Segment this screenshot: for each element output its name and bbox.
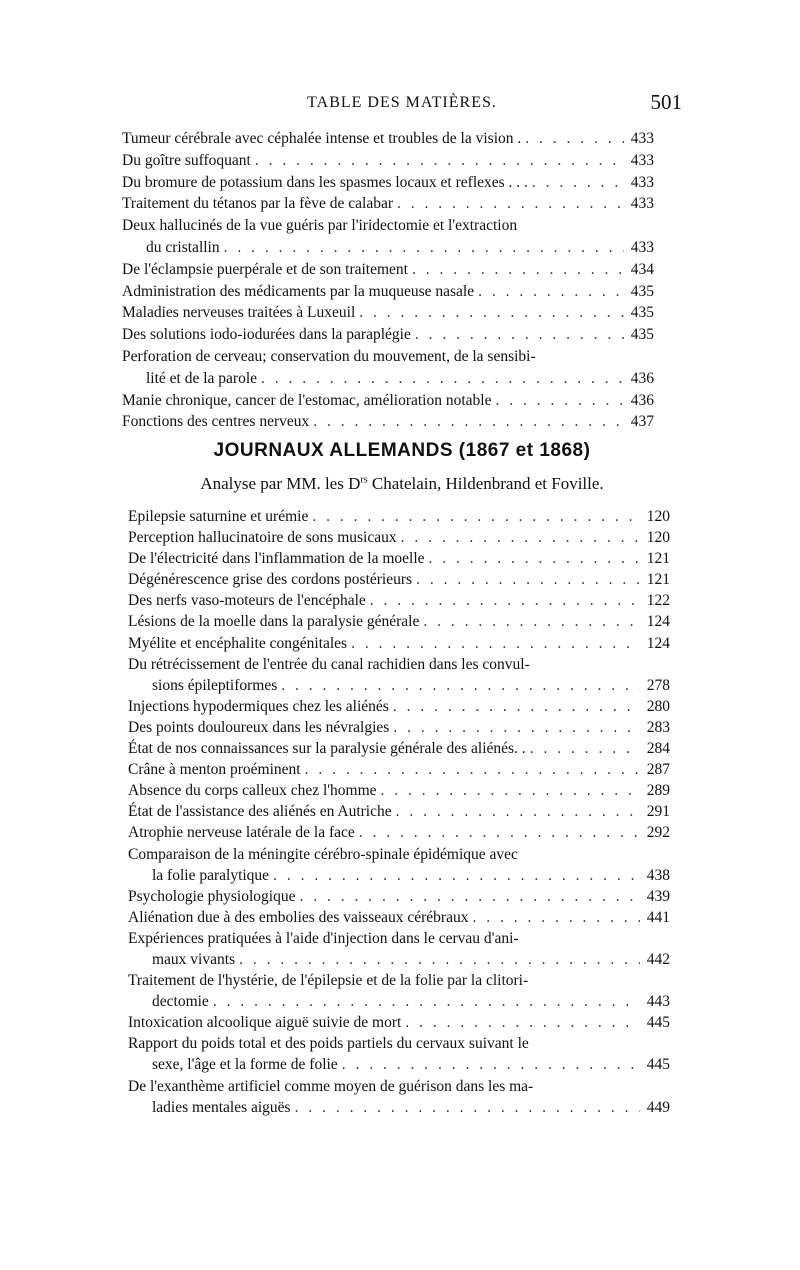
toc-entry-page: 438 xyxy=(646,866,670,884)
dot-leader xyxy=(312,506,640,527)
toc-entry-title: dectomie xyxy=(152,993,209,1011)
toc-entry xyxy=(128,1012,670,1033)
toc-entry xyxy=(128,569,670,590)
toc-entry-title: Comparaison de la méningite cérébro-spinale épidémique avec xyxy=(128,845,518,863)
dot-leader xyxy=(213,991,640,1012)
toc-entry-title: Traitement de l'hystérie, de l'épilepsie et de la folie par la clitori- xyxy=(128,972,529,990)
toc-entry-title: Dégénérescence grise des cordons postérieurs xyxy=(128,571,413,589)
toc-entry-title: Psychologie physiologique xyxy=(128,887,296,905)
toc-entry xyxy=(122,324,654,346)
dot-leader xyxy=(224,237,624,259)
toc-entry xyxy=(128,1076,670,1118)
toc-entry-title: État de nos connaissances sur la paralysie générale des aliénés. . xyxy=(128,740,526,758)
toc-entry-title: sexe, l'âge et la forme de folie xyxy=(152,1056,338,1074)
toc-entry-line xyxy=(128,696,670,717)
dot-leader xyxy=(351,633,640,654)
toc-entry-line xyxy=(128,675,670,696)
dot-leader xyxy=(342,1054,640,1075)
toc-entry-title: Absence du corps calleux chez l'homme xyxy=(128,782,377,800)
toc-entry-line xyxy=(122,215,654,237)
dot-leader xyxy=(255,150,624,172)
toc-entry xyxy=(128,759,670,780)
toc-entry xyxy=(128,886,670,907)
dot-leader xyxy=(478,281,624,303)
toc-entry-title: Administration des médicaments par la muqueuse nasale xyxy=(122,282,475,300)
toc-entry-title: Epilepsie saturnine et urémie xyxy=(128,508,309,525)
toc-entry-page: 443 xyxy=(646,993,670,1011)
dot-leader xyxy=(416,569,640,590)
toc-entry-title: Rapport du poids total et des poids partiels du cervaux suivant le xyxy=(128,1035,529,1053)
toc-entry-page: 442 xyxy=(646,950,670,968)
toc-entry-title: Expériences pratiquées à l'aide d'injection dans le cervau d'ani- xyxy=(128,929,519,947)
toc-entry-line xyxy=(128,907,670,928)
toc-entry-line xyxy=(122,150,654,172)
dot-leader xyxy=(381,780,640,801)
toc-entry-line xyxy=(128,865,670,886)
toc-entry xyxy=(128,844,670,886)
toc-entry-page: 433 xyxy=(630,195,654,213)
toc-entry-line xyxy=(122,259,654,281)
toc-entry-title: De l'exanthème artificiel comme moyen de guérison dans les ma- xyxy=(128,1077,534,1095)
toc-entry xyxy=(128,907,670,928)
dot-leader xyxy=(359,302,624,324)
toc-entry-line xyxy=(128,801,670,822)
toc-entry xyxy=(122,281,654,303)
toc-entry xyxy=(122,215,654,259)
toc-entry xyxy=(128,506,670,527)
toc-entry-title: Des solutions iodo-iodurées dans la paraplégie xyxy=(122,326,411,344)
toc-entry-line xyxy=(122,302,654,324)
toc-entry-line xyxy=(122,390,654,412)
toc-entry xyxy=(128,738,670,759)
toc-entry-page: 434 xyxy=(630,260,654,278)
toc-entry-line xyxy=(122,172,654,194)
toc-entry-title: Des points douloureux dans les névralgies xyxy=(128,718,390,736)
dot-leader xyxy=(397,193,624,215)
toc-entry-page: 441 xyxy=(646,908,670,926)
toc-entry xyxy=(122,128,654,150)
subtitle-authors: Chatelain, Hildenbrand et Foville. xyxy=(367,474,604,493)
toc-entry xyxy=(122,150,654,172)
dot-leader xyxy=(295,1097,640,1118)
dot-leader xyxy=(401,527,640,548)
toc-entry xyxy=(128,717,670,738)
toc-entry-page: 445 xyxy=(646,1014,670,1032)
toc-entry xyxy=(128,527,670,548)
dot-leader xyxy=(299,886,640,907)
toc-entry xyxy=(128,633,670,654)
dot-leader xyxy=(359,822,640,843)
toc-entry xyxy=(122,411,654,433)
toc-entry-page: 121 xyxy=(646,571,670,589)
toc-entry-page: 449 xyxy=(646,1098,670,1116)
toc-entry-line xyxy=(128,506,670,527)
toc-entry-title: De l'éclampsie puerpérale et de son traitement xyxy=(122,260,408,278)
toc-entry-line xyxy=(128,717,670,738)
toc-entry xyxy=(122,172,654,194)
toc-entry-title: Perforation de cerveau; conservation du mouvement, de la sensibi- xyxy=(122,347,536,365)
toc-entry-title: sions épileptiformes xyxy=(152,676,278,694)
toc-entry-line xyxy=(128,1097,670,1118)
toc-entry-title: Intoxication alcoolique aiguë suivie de mort xyxy=(128,1014,402,1032)
dot-leader xyxy=(370,590,640,611)
toc-entry xyxy=(122,259,654,281)
toc-entry-line xyxy=(128,991,670,1012)
section-heading: JOURNAUX ALLEMANDS (1867 et 1868) xyxy=(213,440,591,461)
toc-entry-line xyxy=(128,633,670,654)
dot-leader xyxy=(273,865,640,886)
toc-entry-title: Du goître suffoquant xyxy=(122,151,251,169)
toc-entries-french xyxy=(122,128,654,433)
dot-leader xyxy=(305,759,640,780)
toc-entry-title: Aliénation due à des embolies des vaisseaux cérébraux xyxy=(128,908,469,926)
toc-entry xyxy=(128,801,670,822)
toc-entry-page: 120 xyxy=(646,529,670,547)
toc-entry-page: 433 xyxy=(630,238,654,256)
toc-entry-page: 433 xyxy=(630,151,654,169)
toc-entry-title: ladies mentales aiguës xyxy=(152,1098,291,1116)
dot-leader xyxy=(495,390,624,412)
toc-entry xyxy=(128,780,670,801)
toc-entries-german xyxy=(128,506,670,1118)
toc-entry-page: 121 xyxy=(646,550,670,568)
toc-entry-line xyxy=(128,569,670,590)
toc-entry-page: 439 xyxy=(646,887,670,905)
toc-entry-line xyxy=(122,128,654,150)
toc-entry-line xyxy=(122,346,654,368)
dot-leader xyxy=(423,611,640,632)
subtitle-text: Analyse par MM. les D xyxy=(200,474,361,493)
toc-entry-line xyxy=(128,928,670,949)
toc-entry-title: État de l'assistance des aliénés en Autriche xyxy=(128,803,392,821)
toc-entry-page: 280 xyxy=(646,697,670,715)
dot-leader xyxy=(530,738,640,759)
toc-entry xyxy=(128,1033,670,1075)
toc-entry xyxy=(128,590,670,611)
toc-entry-title: Myélite et encéphalite congénitales xyxy=(128,634,348,652)
toc-entry-page: 437 xyxy=(630,413,654,431)
toc-entry-page: 278 xyxy=(646,676,670,694)
toc-entry-line xyxy=(122,193,654,215)
toc-entry xyxy=(122,390,654,412)
toc-entry-line xyxy=(122,324,654,346)
toc-entry xyxy=(128,611,670,632)
toc-entry-line xyxy=(128,780,670,801)
toc-entry-page: 435 xyxy=(630,304,654,322)
dot-leader xyxy=(525,128,624,150)
toc-entry-line xyxy=(122,368,654,390)
toc-entry-title: du cristallin xyxy=(146,238,220,256)
toc-entry-page: 122 xyxy=(646,592,670,610)
toc-entry-page: 120 xyxy=(646,508,670,525)
dot-leader xyxy=(281,675,640,696)
dot-leader xyxy=(405,1012,640,1033)
dot-leader xyxy=(532,172,624,194)
dot-leader xyxy=(429,548,640,569)
toc-entry-page: 124 xyxy=(646,613,670,631)
toc-entry-line xyxy=(128,970,670,991)
toc-entry-line xyxy=(128,654,670,675)
toc-entry xyxy=(122,302,654,324)
toc-entry-page: 291 xyxy=(646,803,670,821)
page-number: 501 xyxy=(650,90,682,114)
toc-entry-page: 124 xyxy=(646,634,670,652)
toc-entry-title: Lésions de la moelle dans la paralysie générale xyxy=(128,613,420,631)
toc-entry-page: 287 xyxy=(646,761,670,779)
toc-entry xyxy=(128,654,670,696)
dot-leader xyxy=(415,324,624,346)
dot-leader xyxy=(396,801,640,822)
toc-entry-page: 435 xyxy=(630,282,654,300)
toc-entry-page: 283 xyxy=(646,718,670,736)
toc-entry-title: Manie chronique, cancer de l'estomac, amélioration notable xyxy=(122,391,492,409)
toc-entry-page: 436 xyxy=(630,391,654,409)
dot-leader xyxy=(239,949,640,970)
dot-leader xyxy=(393,717,640,738)
toc-entry-line xyxy=(128,1012,670,1033)
toc-entry-title: Maladies nerveuses traitées à Luxeuil xyxy=(122,304,356,322)
toc-entry xyxy=(128,548,670,569)
toc-entry-title: Tumeur cérébrale avec céphalée intense et troubles de la vision . xyxy=(122,130,522,147)
toc-entry-title: De l'électricité dans l'inflammation de la moelle xyxy=(128,550,425,568)
toc-entry-page: 433 xyxy=(630,173,654,191)
toc-entry-line xyxy=(128,886,670,907)
subtitle-superscript: rs xyxy=(360,474,368,486)
toc-entry-line xyxy=(128,759,670,780)
toc-entry-line xyxy=(122,281,654,303)
toc-entry-page: 289 xyxy=(646,782,670,800)
dot-leader xyxy=(261,368,624,390)
toc-entry-title: Injections hypodermiques chez les aliénés xyxy=(128,697,389,715)
toc-entry-page: 436 xyxy=(630,369,654,387)
section-subtitle xyxy=(122,474,682,494)
toc-entry-title: Deux hallucinés de la vue guéris par l'iridectomie et l'extraction xyxy=(122,217,518,235)
toc-entry xyxy=(128,970,670,1012)
toc-entry-line xyxy=(122,237,654,259)
toc-entry-title: Atrophie nerveuse latérale de la face xyxy=(128,824,355,842)
toc-entry-line xyxy=(128,844,670,865)
toc-entry-title: Fonctions des centres nerveux xyxy=(122,413,310,431)
dot-leader xyxy=(412,259,624,281)
toc-entry xyxy=(122,193,654,215)
toc-entry-line xyxy=(128,1054,670,1075)
toc-entry-line xyxy=(128,949,670,970)
toc-entry-page: 433 xyxy=(630,130,654,147)
toc-entry-title: lité et de la parole xyxy=(146,369,258,387)
toc-entry-line xyxy=(128,738,670,759)
toc-entry-page: 284 xyxy=(646,740,670,758)
toc-entry-page: 292 xyxy=(646,824,670,842)
toc-entry-title: Du bromure de potassium dans les spasmes locaux et reflexes . . . xyxy=(122,173,528,191)
toc-entry-line xyxy=(128,611,670,632)
toc-entry-line xyxy=(122,411,654,433)
toc-entry-title: Traitement du tétanos par la fève de calabar xyxy=(122,195,393,213)
dot-leader xyxy=(313,411,624,433)
running-head xyxy=(122,90,682,116)
toc-entry-page: 435 xyxy=(630,326,654,344)
toc-entry-title: Perception hallucinatoire de sons musicaux xyxy=(128,529,397,547)
toc-entry-title: maux vivants xyxy=(152,950,236,968)
dot-leader xyxy=(472,907,640,928)
toc-entry-line xyxy=(128,590,670,611)
toc-entry-page: 445 xyxy=(646,1056,670,1074)
toc-entry xyxy=(128,696,670,717)
toc-entry-line xyxy=(128,1033,670,1054)
toc-entry xyxy=(128,928,670,970)
toc-entry-title: la folie paralytique xyxy=(152,866,270,884)
toc-entry xyxy=(128,822,670,843)
toc-entry-line xyxy=(128,548,670,569)
toc-entry-line xyxy=(128,822,670,843)
dot-leader xyxy=(393,696,640,717)
toc-entry-line xyxy=(128,1076,670,1097)
toc-entry-title: Des nerfs vaso-moteurs de l'encéphale xyxy=(128,592,366,610)
toc-entry-title: Crâne à menton proéminent xyxy=(128,761,301,779)
toc-entry-title: Du rétrécissement de l'entrée du canal rachidien dans les convul- xyxy=(128,655,530,673)
toc-entry xyxy=(122,346,654,390)
toc-entry-line xyxy=(128,527,670,548)
running-title: TABLE DES MATIÈRES. xyxy=(307,94,497,111)
